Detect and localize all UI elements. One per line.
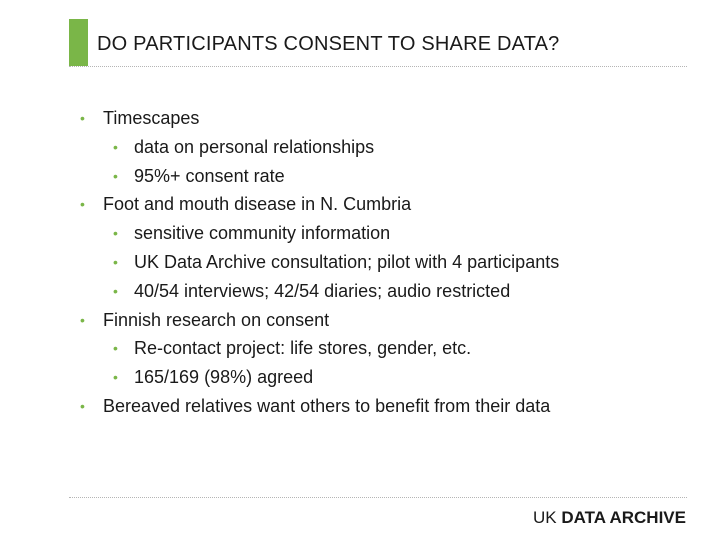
bullet-text: Timescapes [103, 108, 200, 128]
bullet-dot-icon: • [113, 167, 118, 184]
bullet-dot-icon: • [113, 282, 118, 299]
bullet-dot-icon: • [113, 253, 118, 270]
brand-suffix: DATA ARCHIVE [561, 508, 686, 527]
bullet-text: UK Data Archive consultation; pilot with 4 participants [134, 251, 560, 272]
bullet-text: data on personal relationships [134, 136, 375, 157]
title-accent-bar [69, 19, 88, 66]
bullet-text: 95%+ consent rate [134, 165, 285, 186]
footer-brand-logo [533, 508, 686, 528]
brand-prefix: UK [532, 508, 557, 527]
bullet-dot-icon: • [80, 397, 85, 414]
bullet-dot-icon: • [113, 138, 118, 155]
bullet-text: 165/169 (98%) agreed [134, 367, 314, 388]
bullet-dot-icon: • [113, 340, 118, 357]
bullet-text: Bereaved relatives want others to benefit from their data [103, 395, 551, 416]
bullet-text: Re-contact project: life stores, gender, etc. [134, 338, 472, 359]
title-divider [69, 66, 687, 67]
bullet-text: sensitive community information [134, 223, 391, 244]
bullet-dot-icon: • [113, 369, 118, 386]
bullet-dot-icon: • [80, 110, 85, 126]
footer-divider [69, 497, 687, 498]
bullet-text: Foot and mouth disease in N. Cumbria [103, 194, 412, 215]
bullet-dot-icon: • [80, 196, 85, 213]
bullet-text: 40/54 interviews; 42/54 diaries; audio restricted [134, 280, 511, 301]
bullet-dot-icon: • [80, 311, 85, 328]
bullet-text: Finnish research on consent [103, 309, 330, 330]
bullet-dot-icon: • [113, 225, 118, 242]
slide-title: DO PARTICIPANTS CONSENT TO SHARE DATA? [97, 33, 560, 55]
